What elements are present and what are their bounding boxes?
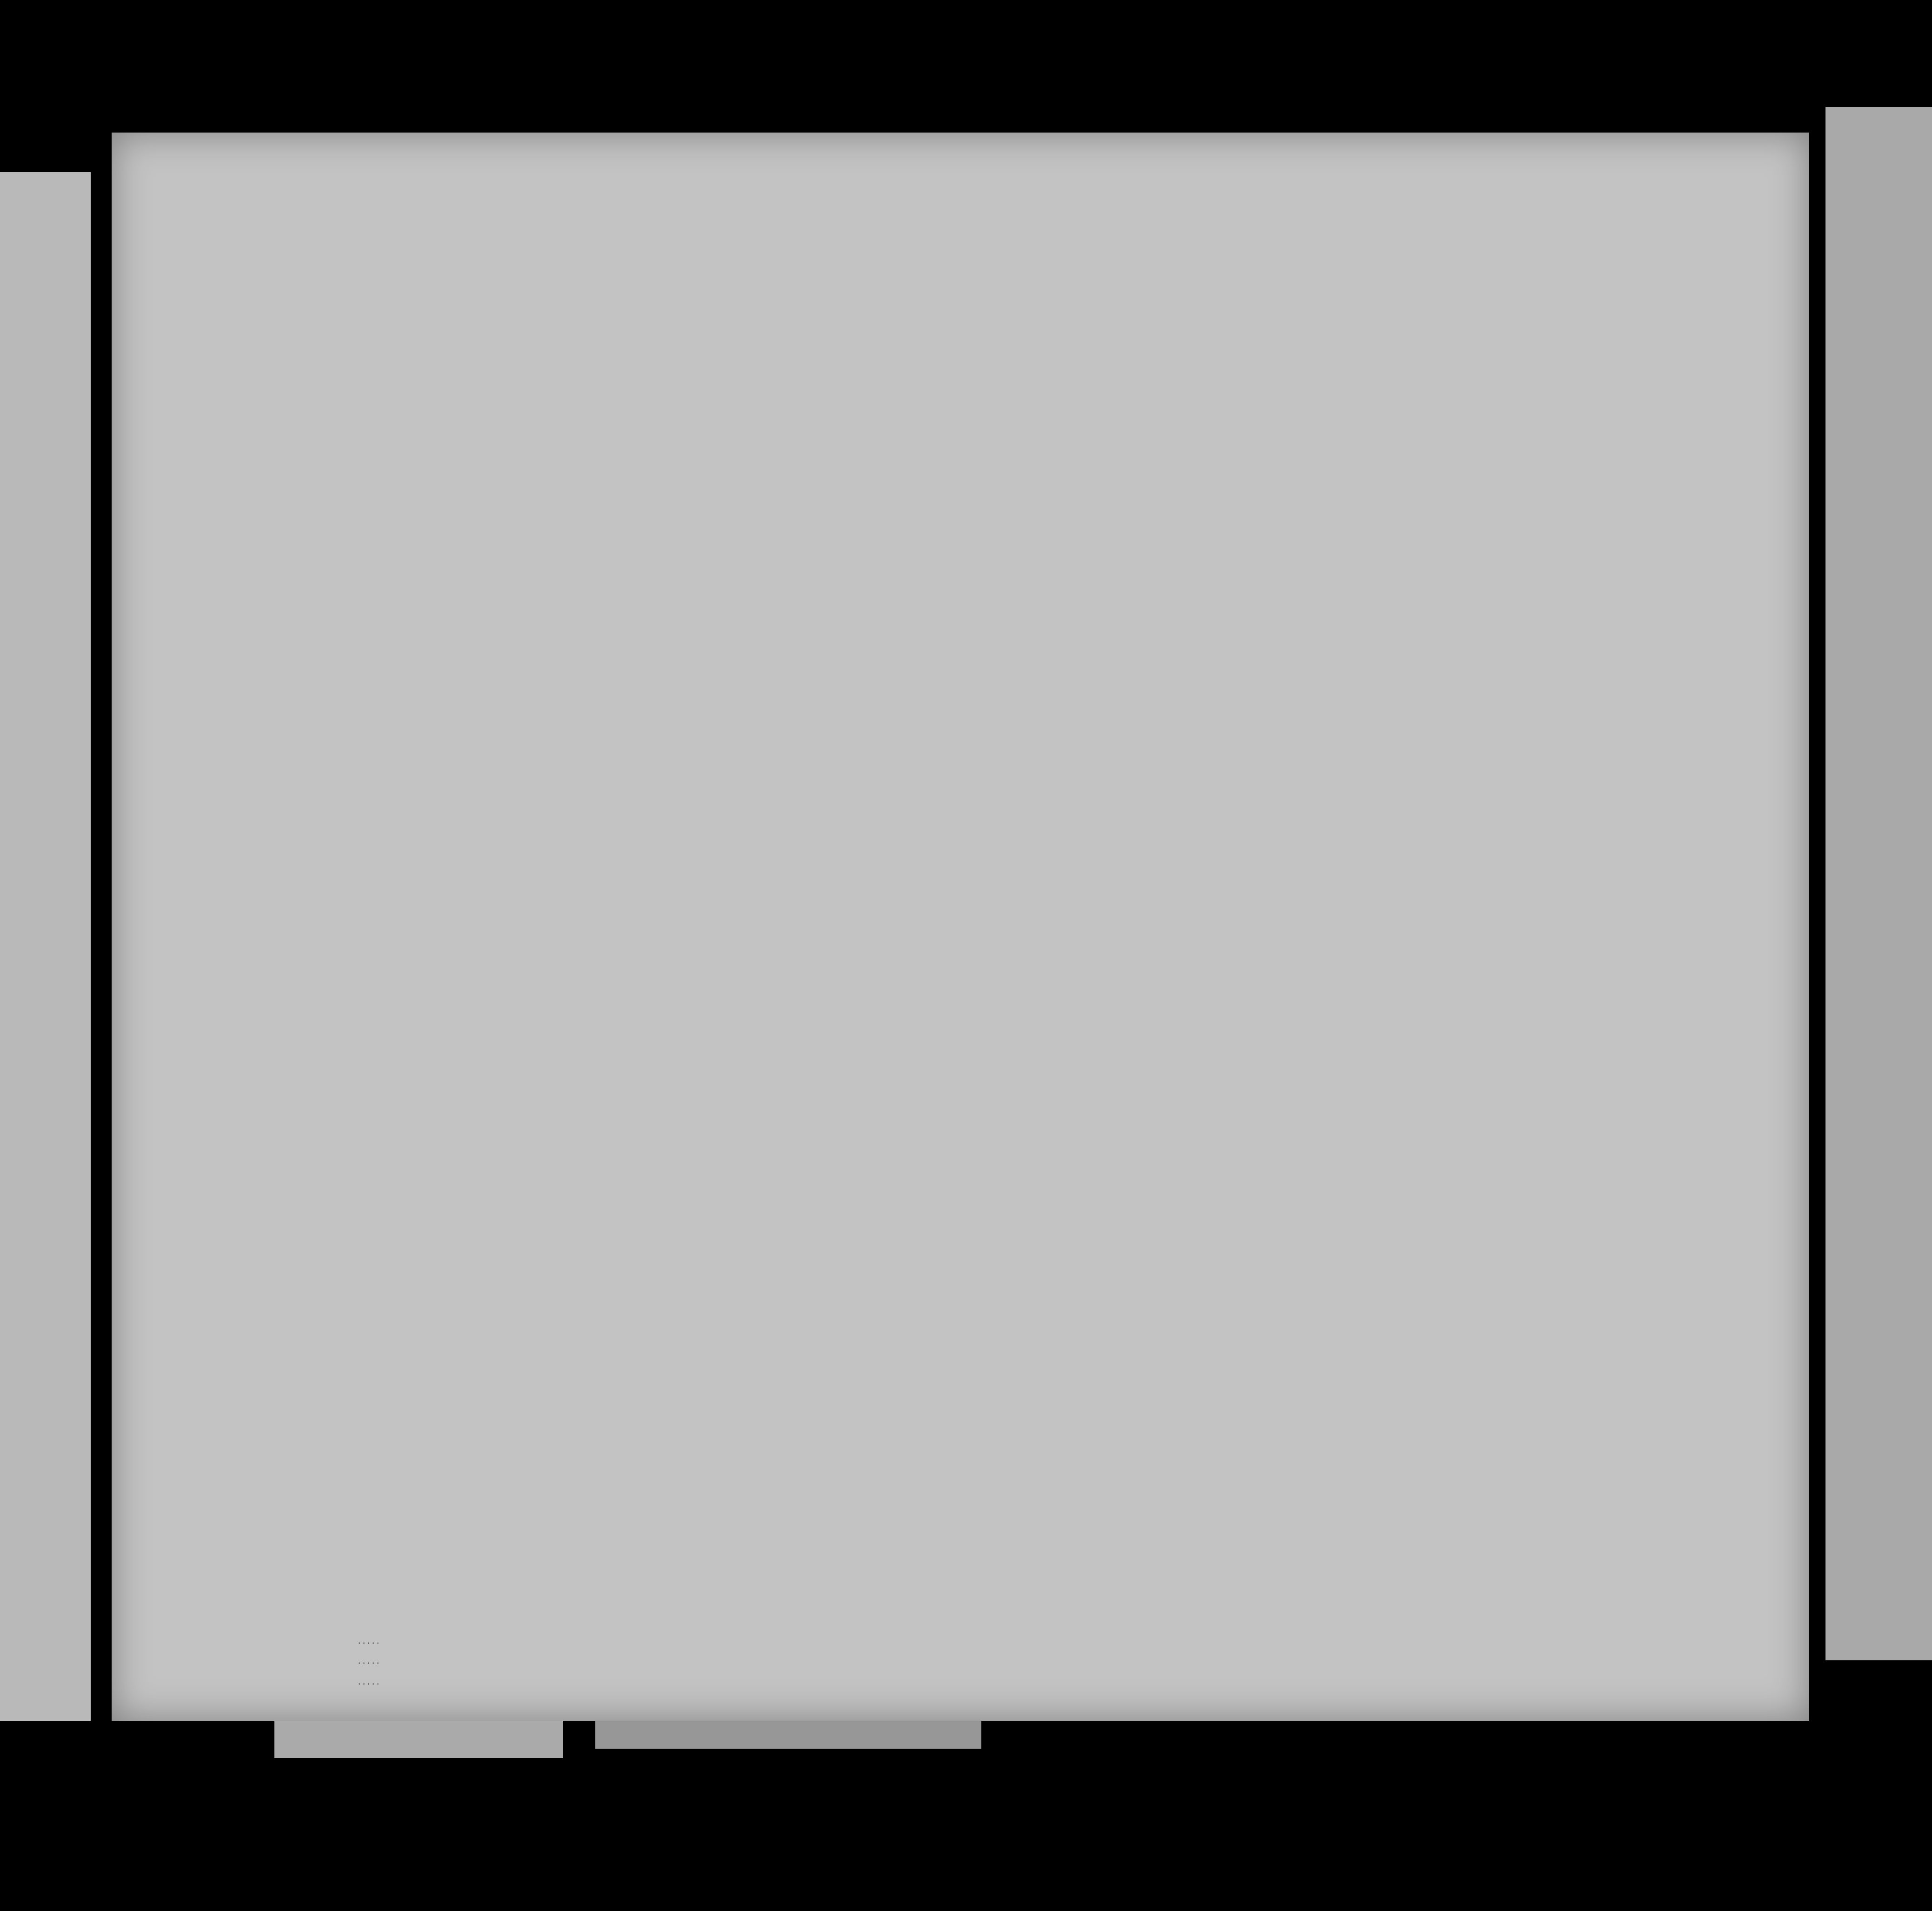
tape: [595, 1721, 981, 1749]
next-page-strip: [1825, 107, 1932, 1660]
manifest-sheet: . . . . . . . . . . . . . . .: [112, 133, 1809, 1721]
table-grid: [112, 133, 1809, 1721]
tape: [274, 1721, 563, 1758]
previous-page-strip: [0, 172, 91, 1721]
